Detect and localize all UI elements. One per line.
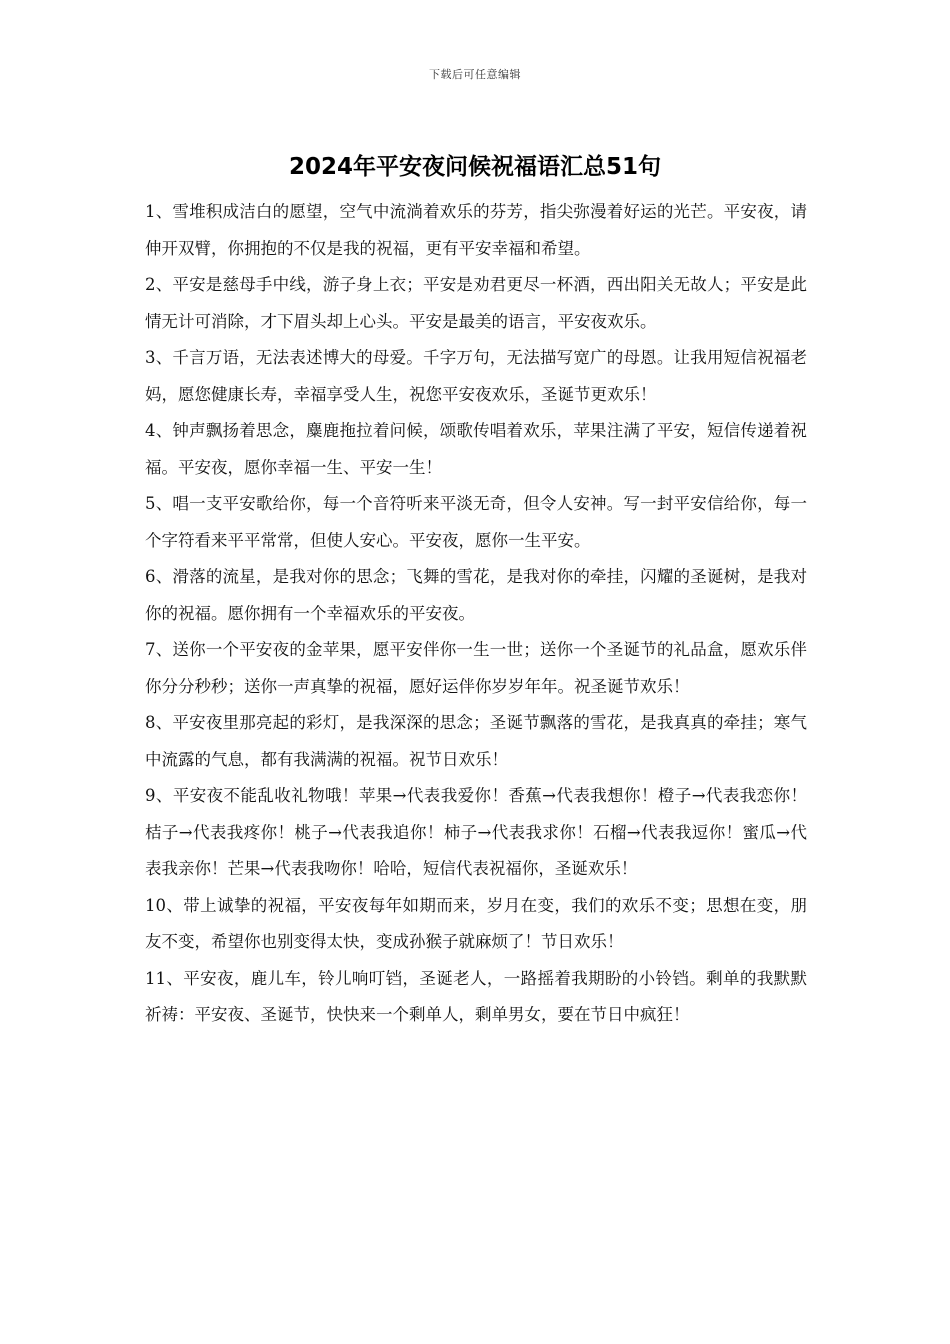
paragraph-4: 4、钟声飘扬着思念，麋鹿拖拉着问候，颂歌传唱着欢乐，苹果注满了平安，短信传递着祝福。平安夜，愿你幸福一生、平安一生！ [145,421,807,477]
paragraph-5: 5、唱一支平安歌给你，每一个音符听来平淡无奇，但令人安神。写一封平安信给你，每一个字符看来平平常常，但使人安心。平安夜，愿你一生平安。 [145,494,807,550]
paragraph-8: 8、平安夜里那亮起的彩灯，是我深深的思念；圣诞节飘落的雪花，是我真真的牵挂；寒气中流露的气息，都有我满满的祝福。祝节日欢乐！ [145,713,807,769]
paragraph-2: 2、平安是慈母手中线，游子身上衣；平安是劝君更尽一杯酒，西出阳关无故人；平安是此情无计可消除，才下眉头却上心头。平安是最美的语言，平安夜欢乐。 [145,275,807,331]
document-body [145,194,807,1034]
document-title: 2024年平安夜问候祝福语汇总51句 [288,154,662,180]
paragraph-11: 11、平安夜，鹿儿车，铃儿响叮铛，圣诞老人，一路摇着我期盼的小铃铛。剩单的我默默祈祷：平安夜、圣诞节，快快来一个剩单人，剩单男女，要在节日中疯狂！ [145,968,807,1024]
paragraph-9: 9、平安夜不能乱收礼物哦！苹果→代表我爱你！香蕉→代表我想你！橙子→代表我恋你！桔子→代表我疼你！桃子→代表我追你！柿子→代表我求你！石榴→代表我逗你！蜜瓜→代表我亲你！芒果→代表我吻你！哈哈，短信代表祝福你，圣诞欢乐！ [145,786,807,878]
paragraph-3: 3、千言万语，无法表述博大的母爱。千字万句，无法描写宽广的母恩。让我用短信祝福老妈，愿您健康长寿，幸福享受人生，祝您平安夜欢乐，圣诞节更欢乐！ [145,348,807,404]
paragraph-7: 7、送你一个平安夜的金苹果，愿平安伴你一生一世；送你一个圣诞节的礼品盒，愿欢乐伴你分分秒秒；送你一声真挚的祝福，愿好运伴你岁岁年年。祝圣诞节欢乐！ [145,640,807,696]
header-note: 下载后可任意编辑 [429,68,521,81]
paragraph-10: 10、带上诚挚的祝福，平安夜每年如期而来，岁月在变，我们的欢乐不变；思想在变，朋友不变，希望你也别变得太快，变成孙猴子就麻烦了！节日欢乐！ [145,895,807,951]
paragraph-1: 1、雪堆积成洁白的愿望，空气中流淌着欢乐的芬芳，指尖弥漫着好运的光芒。平安夜，请伸开双臂，你拥抱的不仅是我的祝福，更有平安幸福和希望。 [145,202,807,258]
paragraph-6: 6、滑落的流星，是我对你的思念；飞舞的雪花，是我对你的牵挂，闪耀的圣诞树，是我对你的祝福。愿你拥有一个幸福欢乐的平安夜。 [145,567,807,623]
